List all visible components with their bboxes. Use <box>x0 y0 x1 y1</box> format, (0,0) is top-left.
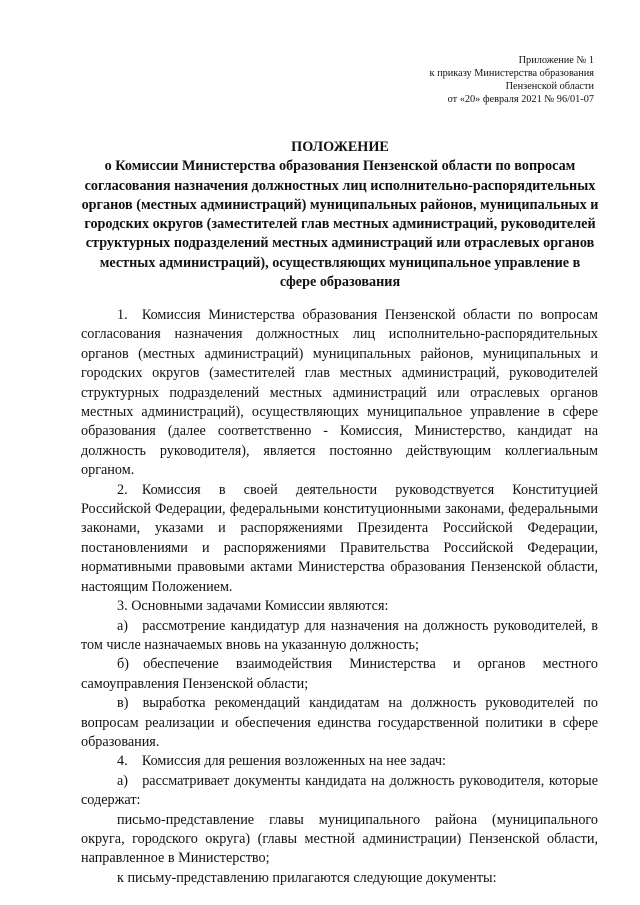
appendix-region: Пензенской области <box>505 81 594 92</box>
paragraph-3b: б) обеспечение взаимодействия Министерства и органов местного самоуправления Пензенской области; <box>81 656 598 692</box>
paragraph-1: 1. Комиссия Министерства образования Пензенской области по вопросам согласования назначения должностных лиц исполнительно-распорядительных органов (местных администраций) муниципальных районов, муниципальных и городских округов (заместителей глав местных администраций, руководителей структурных подразделений местных администраций или отраслевых органов местных администраций), осуществляющих муниципальное управление в сфере образования (далее соответственно - Комиссия, Министерство, кандидат на должность руководителя), является постоянно действующим коллегиальным органом. <box>81 307 598 479</box>
appendix-order-ref: к приказу Министерства образования <box>429 68 594 79</box>
paragraph-letter: письмо-представление главы муниципального района (муниципального округа, городского округа) (главы местной администрации) Пензенской области, направленное в Министерство; <box>81 811 598 867</box>
paragraph-3c: в) выработка рекомендаций кандидатам на должность руководителей по вопросам реализации и обеспечения единства государственной политики в сфере образования. <box>81 695 598 750</box>
paragraph-3: 3. Основными задачами Комиссии являются: <box>117 598 389 615</box>
appendix-reference <box>430 54 594 106</box>
title-heading: ПОЛОЖЕНИЕ <box>291 139 389 155</box>
paragraph-3a: а) рассмотрение кандидатур для назначения на должность руководителей, в том числе назначаемых вновь на указанную должность; <box>81 617 598 653</box>
document-body <box>81 306 598 888</box>
document-title <box>80 138 600 292</box>
paragraph-2: 2. Комиссия в своей деятельности руководствуется Конституцией Российской Федерации, федеральными конституционными законами, федеральными законами, указами и распоряжениями Президента Российской Федерации, постановлениями и распоряжениями Правительства Российской Федерации, нормативными правовыми актами Министерства образования Пензенской области, настоящим Положением. <box>81 481 598 595</box>
appendix-date: от «20» февраля 2021 № 96/01-07 <box>447 94 594 105</box>
title-subtitle: о Комиссии Министерства образования Пензенской области по вопросам согласования назначения должностных лиц исполнительно-распорядительных органов (местных администраций) муниципальных районов, муниципальных и городских округов (заместителей глав местных администраций, руководителей структурных подразделений местных администраций или отраслевых органов местных администраций), осуществляющих муниципальное управление в сфере образования <box>81 158 599 291</box>
appendix-number: Приложение № 1 <box>518 55 594 66</box>
paragraph-4: 4. Комиссия для решения возложенных на нее задач: <box>117 753 446 770</box>
paragraph-4a: а) рассматривает документы кандидата на должность руководителя, которые содержат: <box>81 772 598 809</box>
paragraph-attachments: к письму-представлению прилагаются следующие документы: <box>117 869 497 886</box>
